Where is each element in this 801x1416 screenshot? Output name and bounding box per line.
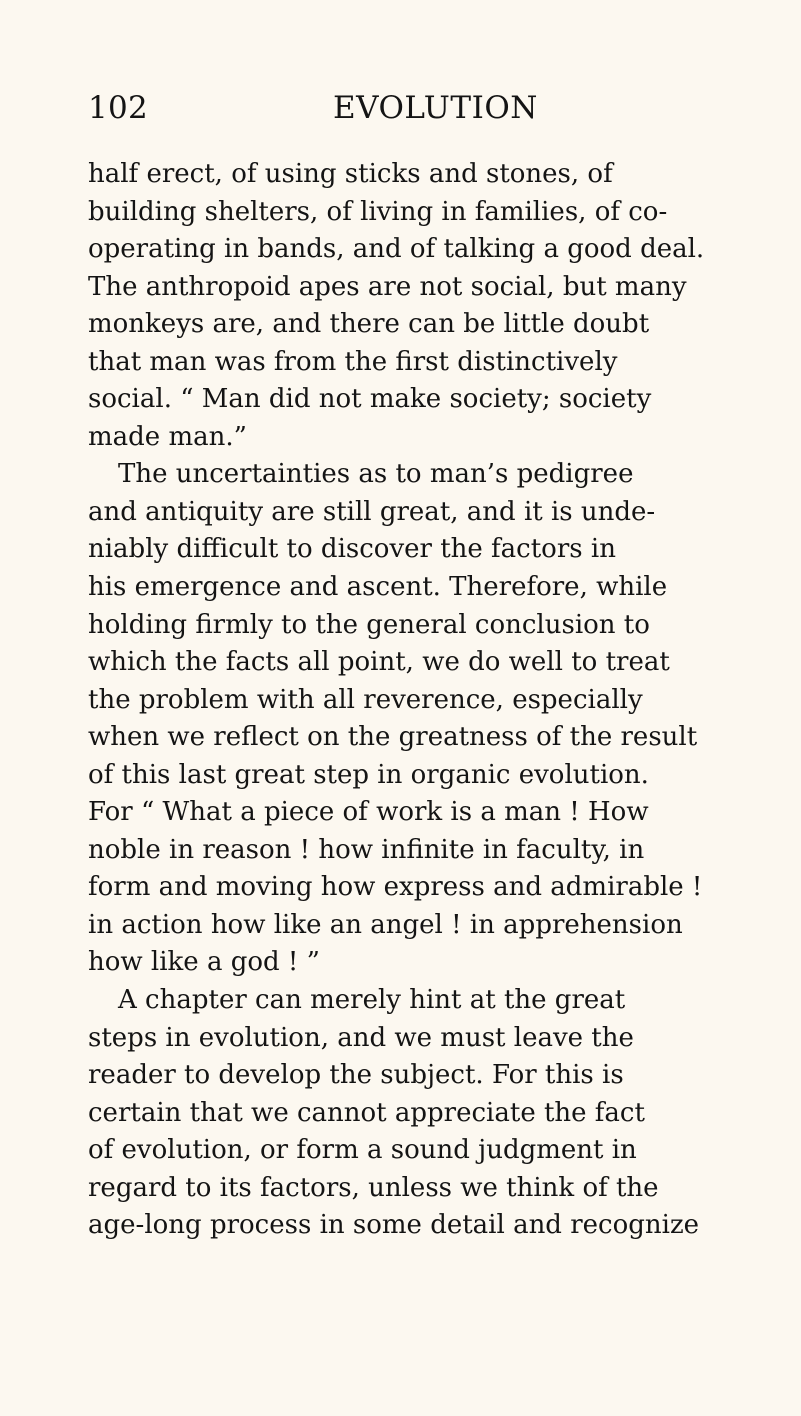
page-number: 102 (88, 90, 149, 126)
text-line: form and moving how express and admirable ! (88, 872, 703, 903)
text-line: holding firmly to the general conclusion to (88, 609, 650, 640)
text-line: of this last great step in organic evolution. (88, 759, 649, 790)
text-line: noble in reason ! how infinite in faculty, in (88, 834, 645, 865)
paragraph-first-line: The uncertainties as to man’s pedigree (118, 459, 634, 490)
text-line: made man.” (88, 421, 247, 452)
text-line: regard to its factors, unless we think of the (88, 1172, 659, 1203)
text-line: steps in evolution, and we must leave the (88, 1022, 634, 1053)
text-line: half erect, of using sticks and stones, of (88, 159, 613, 189)
running-head: EVOLUTION (333, 90, 538, 126)
text-line: operating in bands, and of talking a good deal. (88, 234, 705, 265)
text-line: the problem with all reverence, especially (88, 684, 643, 715)
text-line: in action how like an angel ! in apprehension (88, 909, 683, 940)
text-line: and antiquity are still great, and it is unde- (88, 496, 656, 527)
text-line: reader to develop the subject. For this is (88, 1060, 624, 1091)
text-line: how like a god ! ” (88, 947, 320, 978)
text-line: of evolution, or form a sound judgment in (88, 1135, 637, 1166)
text-line: which the facts all point, we do well to treat (88, 647, 670, 678)
text-line: that man was from the first distinctively (88, 346, 618, 377)
paragraph-first-line: A chapter can merely hint at the great (118, 985, 626, 1016)
text-line: his emergence and ascent. Therefore, while (88, 572, 668, 603)
text-line: For “ What a piece of work is a man ! How (88, 797, 649, 828)
text-line: when we reflect on the greatness of the result (88, 722, 698, 753)
text-line: building shelters, of living in families, of co- (88, 196, 668, 227)
body-text (88, 156, 748, 1245)
text-line: niably difficult to discover the factors in (88, 534, 616, 565)
text-line: social. “ Man did not make society; society (88, 384, 652, 415)
page-header (88, 90, 748, 132)
text-line: monkeys are, and there can be little doubt (88, 309, 650, 340)
text-line: The anthropoid apes are not social, but many (88, 271, 687, 302)
text-line: certain that we cannot appreciate the fact (88, 1097, 645, 1128)
text-line: age-long process in some detail and recognize (88, 1210, 700, 1241)
